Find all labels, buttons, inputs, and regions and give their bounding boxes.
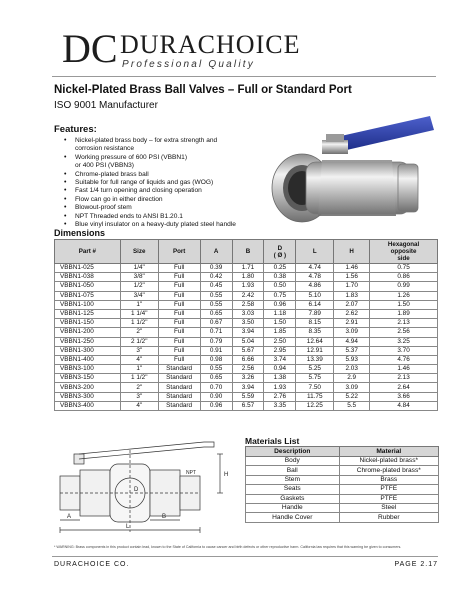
table-cell: 0.75 xyxy=(264,291,296,300)
table-cell: 1.71 xyxy=(232,264,264,273)
table-cell: 0.96 xyxy=(200,401,232,410)
table-row xyxy=(55,392,438,401)
feature-item: • Nickel-plated brass body – for extra strength and xyxy=(64,137,264,145)
feature-item: • Blue vinyl insulator on a heavy-duty plated steel handle xyxy=(64,221,264,229)
table-cell: 0.98 xyxy=(200,355,232,364)
table-cell: 0.65 xyxy=(200,374,232,383)
table-cell: 7.89 xyxy=(296,309,334,318)
dimensions-column-header: Port xyxy=(158,240,200,264)
table-cell: VBBN1-200 xyxy=(55,328,121,337)
table-cell: 5.10 xyxy=(296,291,334,300)
table-cell: 2.91 xyxy=(334,319,370,328)
table-cell: 2.62 xyxy=(334,309,370,318)
table-cell: 4.78 xyxy=(296,273,334,282)
table-cell: VBBN3-100 xyxy=(55,365,121,374)
feature-item: • NPT Threaded ends to ANSI B1.20.1 xyxy=(64,213,264,221)
brand-tagline: Professional Quality xyxy=(122,59,255,70)
table-cell: 1.93 xyxy=(264,383,296,392)
table-cell: 1/2" xyxy=(120,282,158,291)
table-cell: 1.38 xyxy=(264,374,296,383)
table-cell: 0.94 xyxy=(264,365,296,374)
table-cell: 3" xyxy=(120,392,158,401)
table-cell: Full xyxy=(158,282,200,291)
dimensions-heading: Dimensions xyxy=(54,228,106,238)
table-cell: 2.13 xyxy=(370,374,438,383)
dimensions-column-header: Part # xyxy=(55,240,121,264)
table-cell: Nickel-plated brass* xyxy=(339,457,438,466)
table-cell: 12.64 xyxy=(296,337,334,346)
feature-item: corrosion resistance xyxy=(75,145,135,153)
table-cell: 3/4" xyxy=(120,291,158,300)
table-cell: Full xyxy=(158,273,200,282)
table-cell: 3.26 xyxy=(232,374,264,383)
table-cell: 3.66 xyxy=(370,392,438,401)
table-cell: 2.56 xyxy=(370,328,438,337)
feature-item: • Flow can go in either direction xyxy=(64,196,264,204)
table-cell: 5.67 xyxy=(232,346,264,355)
table-cell: 5.25 xyxy=(296,365,334,374)
table-cell: 0.65 xyxy=(200,309,232,318)
table-cell: VBBN1-050 xyxy=(55,282,121,291)
table-row xyxy=(55,374,438,383)
table-cell: 3.74 xyxy=(264,355,296,364)
table-cell: VBBN1-300 xyxy=(55,346,121,355)
table-cell: Seats xyxy=(246,485,340,494)
table-cell: 0.79 xyxy=(200,337,232,346)
table-cell: Full xyxy=(158,346,200,355)
table-cell: 0.99 xyxy=(370,282,438,291)
table-cell: 8.35 xyxy=(296,328,334,337)
table-cell: 12.91 xyxy=(296,346,334,355)
table-cell: 5.93 xyxy=(334,355,370,364)
dim-label-h: H xyxy=(224,472,229,478)
table-row xyxy=(246,513,439,522)
header-divider xyxy=(52,76,436,77)
table-row xyxy=(55,346,438,355)
table-row xyxy=(55,291,438,300)
table-cell: 1.89 xyxy=(370,309,438,318)
table-row xyxy=(246,485,439,494)
table-row xyxy=(55,383,438,392)
dimensions-column-header: L xyxy=(296,240,334,264)
table-cell: 1" xyxy=(120,300,158,309)
table-cell: 4.74 xyxy=(296,264,334,273)
table-cell: Handle xyxy=(246,503,340,512)
table-cell: 2 1/2" xyxy=(120,337,158,346)
dim-label-a: A xyxy=(67,514,72,520)
ball-valve-photo xyxy=(262,110,442,230)
table-row xyxy=(55,337,438,346)
table-cell: PTFE xyxy=(339,494,438,503)
footer-company: DURACHOICE CO. xyxy=(54,561,130,568)
table-cell: 8.15 xyxy=(296,319,334,328)
table-row xyxy=(246,457,439,466)
table-cell: Full xyxy=(158,319,200,328)
table-cell: 2.03 xyxy=(334,365,370,374)
dimensions-body xyxy=(55,264,438,411)
table-row xyxy=(55,328,438,337)
brand-name: DURACHOICE xyxy=(120,30,301,59)
table-cell: 5.22 xyxy=(334,392,370,401)
table-cell: 1.70 xyxy=(334,282,370,291)
table-cell: VBBN3-150 xyxy=(55,374,121,383)
table-cell: Full xyxy=(158,328,200,337)
dimensions-column-header: Hexagonal opposite side xyxy=(370,240,438,264)
table-cell: 0.50 xyxy=(264,282,296,291)
table-cell: 3.09 xyxy=(334,383,370,392)
table-cell: Full xyxy=(158,337,200,346)
table-cell: 4.94 xyxy=(334,337,370,346)
table-cell: 1 1/2" xyxy=(120,319,158,328)
table-cell: 2.50 xyxy=(264,337,296,346)
table-cell: 1/4" xyxy=(120,264,158,273)
table-cell: 5.75 xyxy=(296,374,334,383)
table-cell: 0.55 xyxy=(200,291,232,300)
materials-column-header: Material xyxy=(339,447,438,457)
table-cell: Standard xyxy=(158,383,200,392)
table-cell: VBBN1-100 xyxy=(55,300,121,309)
table-cell: 1.50 xyxy=(264,319,296,328)
table-cell: Full xyxy=(158,309,200,318)
table-cell: 4.86 xyxy=(296,282,334,291)
table-cell: 2.9 xyxy=(334,374,370,383)
table-cell: 2.56 xyxy=(232,365,264,374)
features-heading: Features: xyxy=(54,124,97,135)
table-cell: 2.64 xyxy=(370,383,438,392)
table-row xyxy=(246,494,439,503)
table-cell: Full xyxy=(158,291,200,300)
table-row xyxy=(55,264,438,273)
table-cell: 3" xyxy=(120,346,158,355)
table-cell: Steel xyxy=(339,503,438,512)
table-cell: 12.25 xyxy=(296,401,334,410)
table-cell: Gaskets xyxy=(246,494,340,503)
table-cell: 1.83 xyxy=(334,291,370,300)
table-cell: 0.86 xyxy=(370,273,438,282)
dim-label-d: D xyxy=(134,487,139,493)
table-cell: 11.75 xyxy=(296,392,334,401)
table-cell: 0.70 xyxy=(200,383,232,392)
table-cell: 0.39 xyxy=(200,264,232,273)
table-cell: VBBN1-038 xyxy=(55,273,121,282)
table-cell: 5.37 xyxy=(334,346,370,355)
table-cell: 3/8" xyxy=(120,273,158,282)
table-cell: 2.07 xyxy=(334,300,370,309)
table-cell: 0.75 xyxy=(370,264,438,273)
feature-item: • Chrome-plated brass ball xyxy=(64,171,264,179)
materials-heading: Materials List xyxy=(245,436,300,446)
table-cell: 4" xyxy=(120,401,158,410)
page-title: Nickel-Plated Brass Ball Valves – Full or Standard Port xyxy=(54,84,352,96)
feature-item: • Blowout-proof stem xyxy=(64,204,264,212)
table-cell: 0.55 xyxy=(200,300,232,309)
table-cell: 1.85 xyxy=(264,328,296,337)
lead-warning: * WARNING: Brass components in this product contain lead, known to the State of California to cause cancer and birth defects or other reproductive harm. California law requires that this warning be given to consumers. xyxy=(54,545,402,549)
table-cell: 1 1/2" xyxy=(120,374,158,383)
table-row xyxy=(55,319,438,328)
table-cell: 0.42 xyxy=(200,273,232,282)
table-cell: Chrome-plated brass* xyxy=(339,466,438,475)
table-cell: 2.13 xyxy=(370,319,438,328)
table-cell: VBBN3-300 xyxy=(55,392,121,401)
table-row xyxy=(55,273,438,282)
table-cell: VBBN1-025 xyxy=(55,264,121,273)
table-cell: 4.84 xyxy=(370,401,438,410)
table-cell: 1.46 xyxy=(370,365,438,374)
table-row xyxy=(55,355,438,364)
table-cell: 2.76 xyxy=(264,392,296,401)
table-cell: 0.71 xyxy=(200,328,232,337)
table-cell: 4" xyxy=(120,355,158,364)
table-cell: VBBN3-400 xyxy=(55,401,121,410)
table-cell: Standard xyxy=(158,401,200,410)
footer-page-number: PAGE 2.17 xyxy=(394,561,438,568)
table-cell: Stem xyxy=(246,475,340,484)
table-cell: 5.5 xyxy=(334,401,370,410)
table-cell: 1.50 xyxy=(370,300,438,309)
table-cell: Brass xyxy=(339,475,438,484)
footer-divider xyxy=(52,556,438,557)
table-cell: Full xyxy=(158,264,200,273)
brand-logo xyxy=(60,24,320,70)
dimensions-column-header: D ( Ø ) xyxy=(264,240,296,264)
table-row xyxy=(55,401,438,410)
table-cell: Standard xyxy=(158,365,200,374)
table-cell: Full xyxy=(158,300,200,309)
table-cell: Full xyxy=(158,355,200,364)
table-cell: 0.67 xyxy=(200,319,232,328)
valve-technical-drawing xyxy=(54,432,240,538)
table-cell: 6.14 xyxy=(296,300,334,309)
table-cell: VBBN3-200 xyxy=(55,383,121,392)
feature-item: or 400 PSI (VBBN3) xyxy=(75,162,135,170)
table-cell: 0.96 xyxy=(264,300,296,309)
table-cell: VBBN1-400 xyxy=(55,355,121,364)
dimensions-column-header: H xyxy=(334,240,370,264)
monogram-d: DC xyxy=(62,26,118,71)
table-cell: 3.25 xyxy=(370,337,438,346)
table-cell: 2.95 xyxy=(264,346,296,355)
table-row xyxy=(55,365,438,374)
table-cell: Handle Cover xyxy=(246,513,340,522)
table-cell: 1.80 xyxy=(232,273,264,282)
feature-item: • Fast 1/4 turn opening and closing operation xyxy=(64,187,264,195)
table-cell: 1.56 xyxy=(334,273,370,282)
dc-monogram-icon xyxy=(60,24,118,71)
table-cell: 3.09 xyxy=(334,328,370,337)
page-subtitle: ISO 9001 Manufacturer xyxy=(54,100,158,111)
feature-item: • Working pressure of 600 PSI (VBBN1) xyxy=(64,154,264,162)
table-cell: 3.94 xyxy=(232,328,264,337)
table-cell: 0.45 xyxy=(200,282,232,291)
table-cell: 6.66 xyxy=(232,355,264,364)
dim-label-npt: NPT xyxy=(186,470,196,476)
materials-column-header: Description xyxy=(246,447,340,457)
dimensions-column-header: A xyxy=(200,240,232,264)
table-row xyxy=(55,282,438,291)
dimensions-column-header: B xyxy=(232,240,264,264)
table-cell: 4.76 xyxy=(370,355,438,364)
table-cell: 0.38 xyxy=(264,273,296,282)
table-cell: VBBN1-075 xyxy=(55,291,121,300)
table-cell: 6.57 xyxy=(232,401,264,410)
table-cell: 3.35 xyxy=(264,401,296,410)
table-cell: 1.46 xyxy=(334,264,370,273)
table-cell: Ball xyxy=(246,466,340,475)
table-cell: 7.50 xyxy=(296,383,334,392)
features-list xyxy=(64,137,264,229)
table-cell: 3.70 xyxy=(370,346,438,355)
table-cell: 1.18 xyxy=(264,309,296,318)
table-row xyxy=(55,309,438,318)
table-cell: Rubber xyxy=(339,513,438,522)
dimensions-header-row xyxy=(55,240,438,264)
table-cell: 2" xyxy=(120,383,158,392)
table-cell: 5.04 xyxy=(232,337,264,346)
table-cell: 0.91 xyxy=(200,346,232,355)
table-cell: 1 1/4" xyxy=(120,309,158,318)
table-cell: 3.50 xyxy=(232,319,264,328)
table-cell: 0.55 xyxy=(200,365,232,374)
table-cell: 2" xyxy=(120,328,158,337)
table-cell: 2.42 xyxy=(232,291,264,300)
dimensions-table xyxy=(54,239,438,411)
table-row xyxy=(55,300,438,309)
table-row xyxy=(246,503,439,512)
table-cell: 5.59 xyxy=(232,392,264,401)
materials-header-row xyxy=(246,447,439,457)
table-cell: 0.90 xyxy=(200,392,232,401)
dimensions-column-header: Size xyxy=(120,240,158,264)
table-cell: PTFE xyxy=(339,485,438,494)
table-cell: Body xyxy=(246,457,340,466)
table-row xyxy=(246,475,439,484)
dim-label-l: L xyxy=(126,524,130,530)
table-cell: VBBN1-125 xyxy=(55,309,121,318)
table-cell: 1.26 xyxy=(370,291,438,300)
table-cell: 1.93 xyxy=(232,282,264,291)
table-cell: Standard xyxy=(158,392,200,401)
table-cell: VBBN1-250 xyxy=(55,337,121,346)
table-cell: 1" xyxy=(120,365,158,374)
table-cell: 0.25 xyxy=(264,264,296,273)
table-cell: 13.39 xyxy=(296,355,334,364)
table-cell: 2.58 xyxy=(232,300,264,309)
table-cell: 3.03 xyxy=(232,309,264,318)
table-cell: VBBN1-150 xyxy=(55,319,121,328)
materials-table xyxy=(245,446,439,523)
table-row xyxy=(246,466,439,475)
table-cell: 3.94 xyxy=(232,383,264,392)
materials-body xyxy=(246,457,439,523)
dim-label-b: B xyxy=(162,514,167,520)
table-cell: Standard xyxy=(158,374,200,383)
feature-item: • Suitable for full range of liquids and gas (WOG) xyxy=(64,179,264,187)
